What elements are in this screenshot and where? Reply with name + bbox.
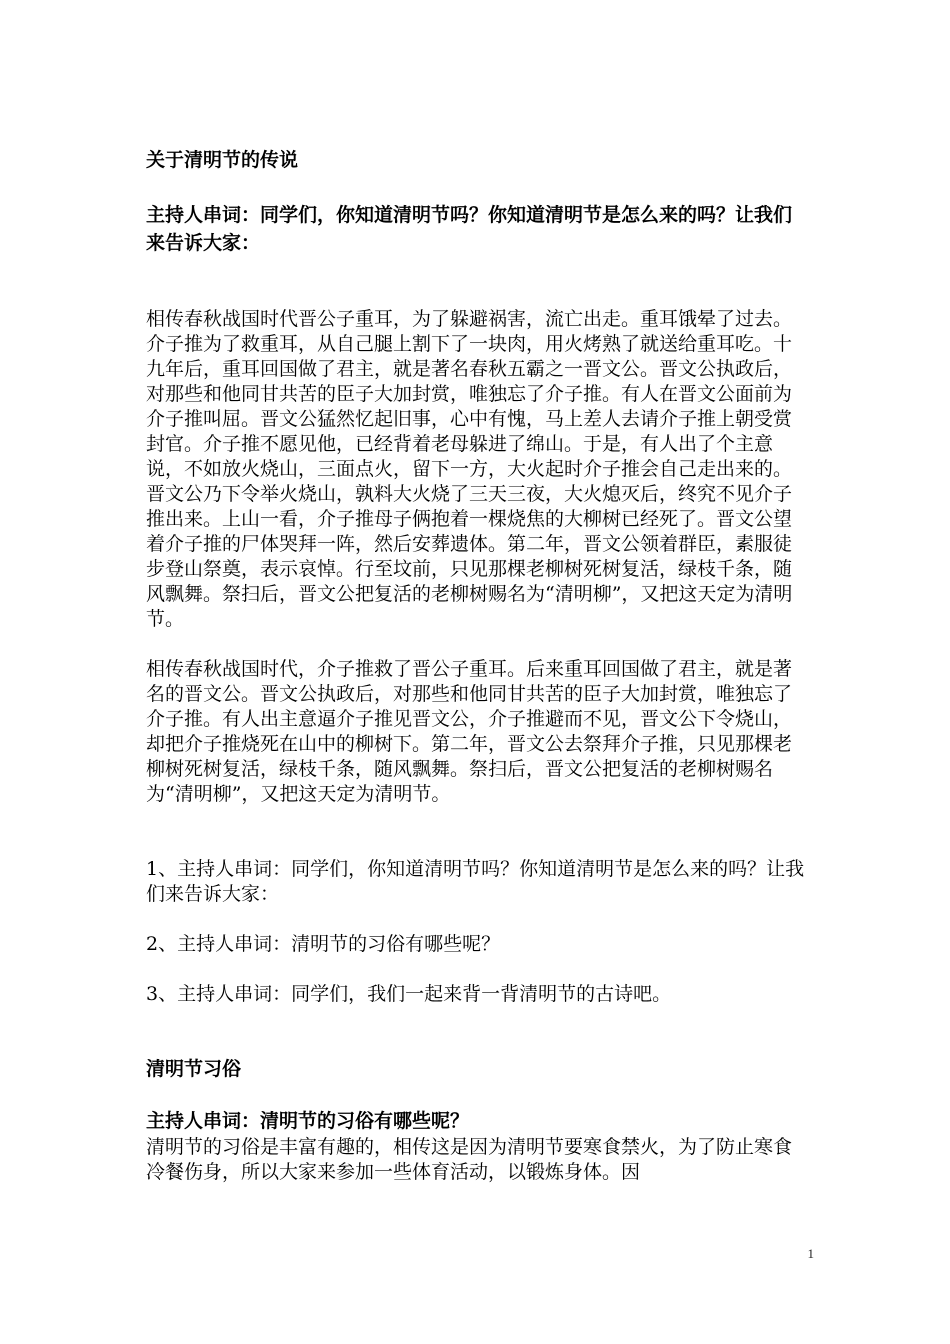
section-heading-customs: 清明节习俗: [146, 1058, 242, 1080]
legend-paragraph-2: 相传春秋战国时代，介子推救了晋公子重耳。后来重耳回国做了君主，就是著名的晋文公。晋文公执政后，对那些和他同甘共苦的臣子大加封赏，唯独忘了介子推。有人出主意逼介子推见晋文公，介子推避而不见，晋文公下令烧山，却把介子推烧死在山中的柳树下。第二年，晋文公去祭拜介子推，只见那棵老柳树死树复活，绿枝千条，随风飘舞。祭扫后，晋文公把复活的老柳树赐名为“清明柳”，又把这天定为清明节。: [146, 658, 793, 805]
host-line-item-1: 1、主持人串词：同学们，你知道清明节吗？你知道清明节是怎么来的吗？让我们来告诉大家：: [146, 858, 805, 905]
host-line-item-3: 3、主持人串词：同学们，我们一起来背一背清明节的古诗吧。: [146, 983, 672, 1005]
legend-paragraph-1: 相传春秋战国时代晋公子重耳，为了躲避祸害，流亡出走。重耳饿晕了过去。介子推为了救重耳，从自己腿上割下了一块肉，用火烤熟了就送给重耳吃。十九年后，重耳回国做了君主，就是著名春秋五霸之一晋文公。晋文公执政后，对那些和他同甘共苦的臣子大加封赏，唯独忘了介子推。有人在晋文公面前为介子推叫屈。晋文公猛然忆起旧事，心中有愧，马上差人去请介子推上朝受赏封官。介子推不愿见他，已经背着老母躲进了绵山。于是，有人出了个主意说，不如放火烧山，三面点火，留下一方，大火起时介子推会自己走出来的。晋文公乃下令举火烧山，孰料大火烧了三天三夜，大火熄灭后，终究不见介子推出来。上山一看，介子推母子俩抱着一棵烧焦的大柳树已经死了。晋文公望着介子推的尸体哭拜一阵，然后安葬遗体。第二年，晋文公领着群臣，素服徒步登山祭奠，表示哀悼。行至坟前，只见那棵老柳树死树复活，绿枝千条，随风飘舞。祭扫后，晋文公把复活的老柳树赐名为“清明柳”，又把这天定为清明节。: [146, 308, 793, 630]
document-body: [146, 146, 810, 1185]
customs-paragraph: 清明节的习俗是丰富有趣的，相传这是因为清明节要寒食禁火，为了防止寒食冷餐伤身，所以大家来参加一些体育活动，以锻炼身体。因: [146, 1136, 793, 1183]
document-title: 关于清明节的传说: [146, 149, 299, 171]
intro-host-line: 主持人串词：同学们，你知道清明节吗？你知道清明节是怎么来的吗？让我们来告诉大家：: [146, 204, 793, 254]
host-line-item-2: 2、主持人串词：清明节的习俗有哪些呢？: [146, 933, 501, 955]
customs-host-line: 主持人串词：清明节的习俗有哪些呢？: [146, 1110, 470, 1132]
page-number: 1: [807, 1246, 814, 1261]
